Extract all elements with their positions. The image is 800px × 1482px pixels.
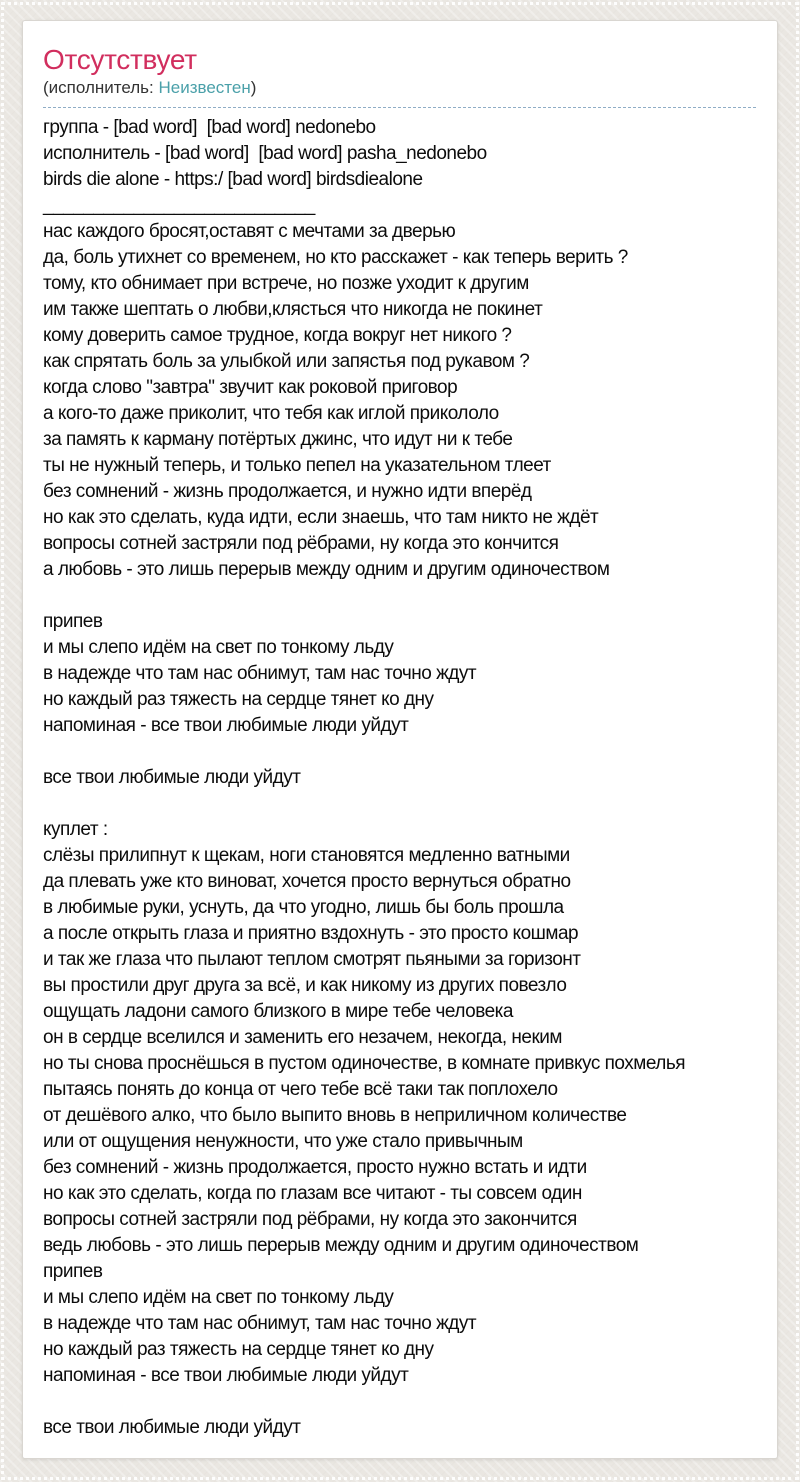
lyric-line: и мы слепо идём на свет по тонкому льду xyxy=(43,1287,394,1308)
lyric-line: тому, кто обнимает при встрече, но позже уходит к другим xyxy=(43,273,529,294)
artist-label-suffix: ) xyxy=(250,78,257,97)
blank-line xyxy=(43,739,761,765)
lyric-line: вопросы сотней застряли под рёбрами, ну когда это закончится xyxy=(43,1209,577,1230)
lyric-line: вопросы сотней застряли под рёбрами, ну когда это кончится xyxy=(43,533,559,554)
lyric-line: ты не нужный теперь, и только пепел на указательном тлеет xyxy=(43,455,551,476)
lyric-line: им также шептать о любви,клясться что никогда не покинет xyxy=(43,299,543,320)
lyric-line: нас каждого бросят,оставят с мечтами за дверью xyxy=(43,221,456,242)
lyric-line: но как это сделать, когда по глазам все читают - ты совсем один xyxy=(43,1183,582,1204)
artist-link[interactable]: Неизвестен xyxy=(158,78,251,97)
lyric-line: ощущать ладони самого близкого в мире тебе человека xyxy=(43,1001,513,1022)
lyric-line: припев xyxy=(43,611,103,632)
lyric-line: он в сердце вселился и заменить его незачем, некогда, неким xyxy=(43,1027,562,1048)
lyric-line: куплет : xyxy=(43,819,108,840)
lyric-line: а любовь - это лишь перерыв между одним и другим одиночеством xyxy=(43,559,610,580)
lyric-line: напоминая - все твои любимые люди уйдут xyxy=(43,1365,409,1386)
lyric-line: как спрятать боль за улыбкой или запястья под рукавом ? xyxy=(43,351,530,372)
lyric-line: за память к карману потёртых джинс, что идут ни к тебе xyxy=(43,429,513,450)
lyric-line: пытаясь понять до конца от чего тебе всё таки так поплохело xyxy=(43,1079,558,1100)
lyric-line: но каждый раз тяжесть на сердце тянет ко дну xyxy=(43,1339,434,1360)
blank-line xyxy=(43,1389,761,1415)
lyric-line: исполнитель - [bad word] [bad word] pasha_nedonebo xyxy=(43,143,487,164)
lyric-line: без сомнений - жизнь продолжается, и нужно идти вперёд xyxy=(43,481,532,502)
blank-line xyxy=(43,791,761,817)
lyric-line: в любимые руки, уснуть, да что угодно, лишь бы боль прошла xyxy=(43,897,564,918)
lyric-line: но ты снова проснёшься в пустом одиночестве, в комнате привкус похмелья xyxy=(43,1053,686,1074)
lyrics-card xyxy=(22,20,778,1459)
lyric-line: все твои любимые люди уйдут xyxy=(43,1417,301,1438)
artist-label-prefix: (исполнитель: xyxy=(43,78,159,97)
lyric-line: когда слово "завтра" звучит как роковой приговор xyxy=(43,377,458,398)
page-title: Отсутствует xyxy=(43,44,197,75)
lyric-line: да, боль утихнет со временем, но кто расскажет - как теперь верить ? xyxy=(43,247,628,268)
lyric-line: а кого-то даже приколит, что тебя как иглой прикололо xyxy=(43,403,499,424)
lyric-line: от дешёвого алко, что было выпито вновь в неприличном количестве xyxy=(43,1105,627,1126)
lyric-line: да плевать уже кто виноват, хочется просто вернуться обратно xyxy=(43,871,571,892)
lyric-line: и мы слепо идём на свет по тонкому льду xyxy=(43,637,394,658)
lyric-line: а после открыть глаза и приятно вздохнуть - это просто кошмар xyxy=(43,923,579,944)
lyric-line: birds die alone - https:/ [bad word] birdsdiealone xyxy=(43,169,423,190)
lyric-line: без сомнений - жизнь продолжается, просто нужно встать и идти xyxy=(43,1157,587,1178)
text-separator-line: ___________________________ xyxy=(43,195,315,216)
lyric-line: припев xyxy=(43,1261,103,1282)
blank-line xyxy=(43,583,761,609)
lyric-line: слёзы прилипнут к щекам, ноги становятся медленно ватными xyxy=(43,845,570,866)
lyric-line: в надежде что там нас обнимут, там нас точно ждут xyxy=(43,1313,477,1334)
lyric-line: ведь любовь - это лишь перерыв между одним и другим одиночеством xyxy=(43,1235,639,1256)
lyric-line: но каждый раз тяжесть на сердце тянет ко дну xyxy=(43,689,434,710)
lyric-line: вы простили друг друга за всё, и как никому из других повезло xyxy=(43,975,567,996)
lyric-line: группа - [bad word] [bad word] nedonebo xyxy=(43,117,376,138)
lyric-line: все твои любимые люди уйдут xyxy=(43,767,301,788)
lyric-line: кому доверить самое трудное, когда вокруг нет никого ? xyxy=(43,325,512,346)
lyric-line: и так же глаза что пылают теплом смотрят пьяными за горизонт xyxy=(43,949,581,970)
lyric-line: в надежде что там нас обнимут, там нас точно ждут xyxy=(43,663,477,684)
lyrics-text xyxy=(43,115,761,1441)
lyric-line: но как это сделать, куда идти, если знаешь, что там никто не ждёт xyxy=(43,507,599,528)
lyric-line: или от ощущения ненужности, что уже стало привычным xyxy=(43,1131,523,1152)
song-header xyxy=(43,21,756,108)
artist-line xyxy=(43,78,756,98)
lyric-line: напоминая - все твои любимые люди уйдут xyxy=(43,715,409,736)
